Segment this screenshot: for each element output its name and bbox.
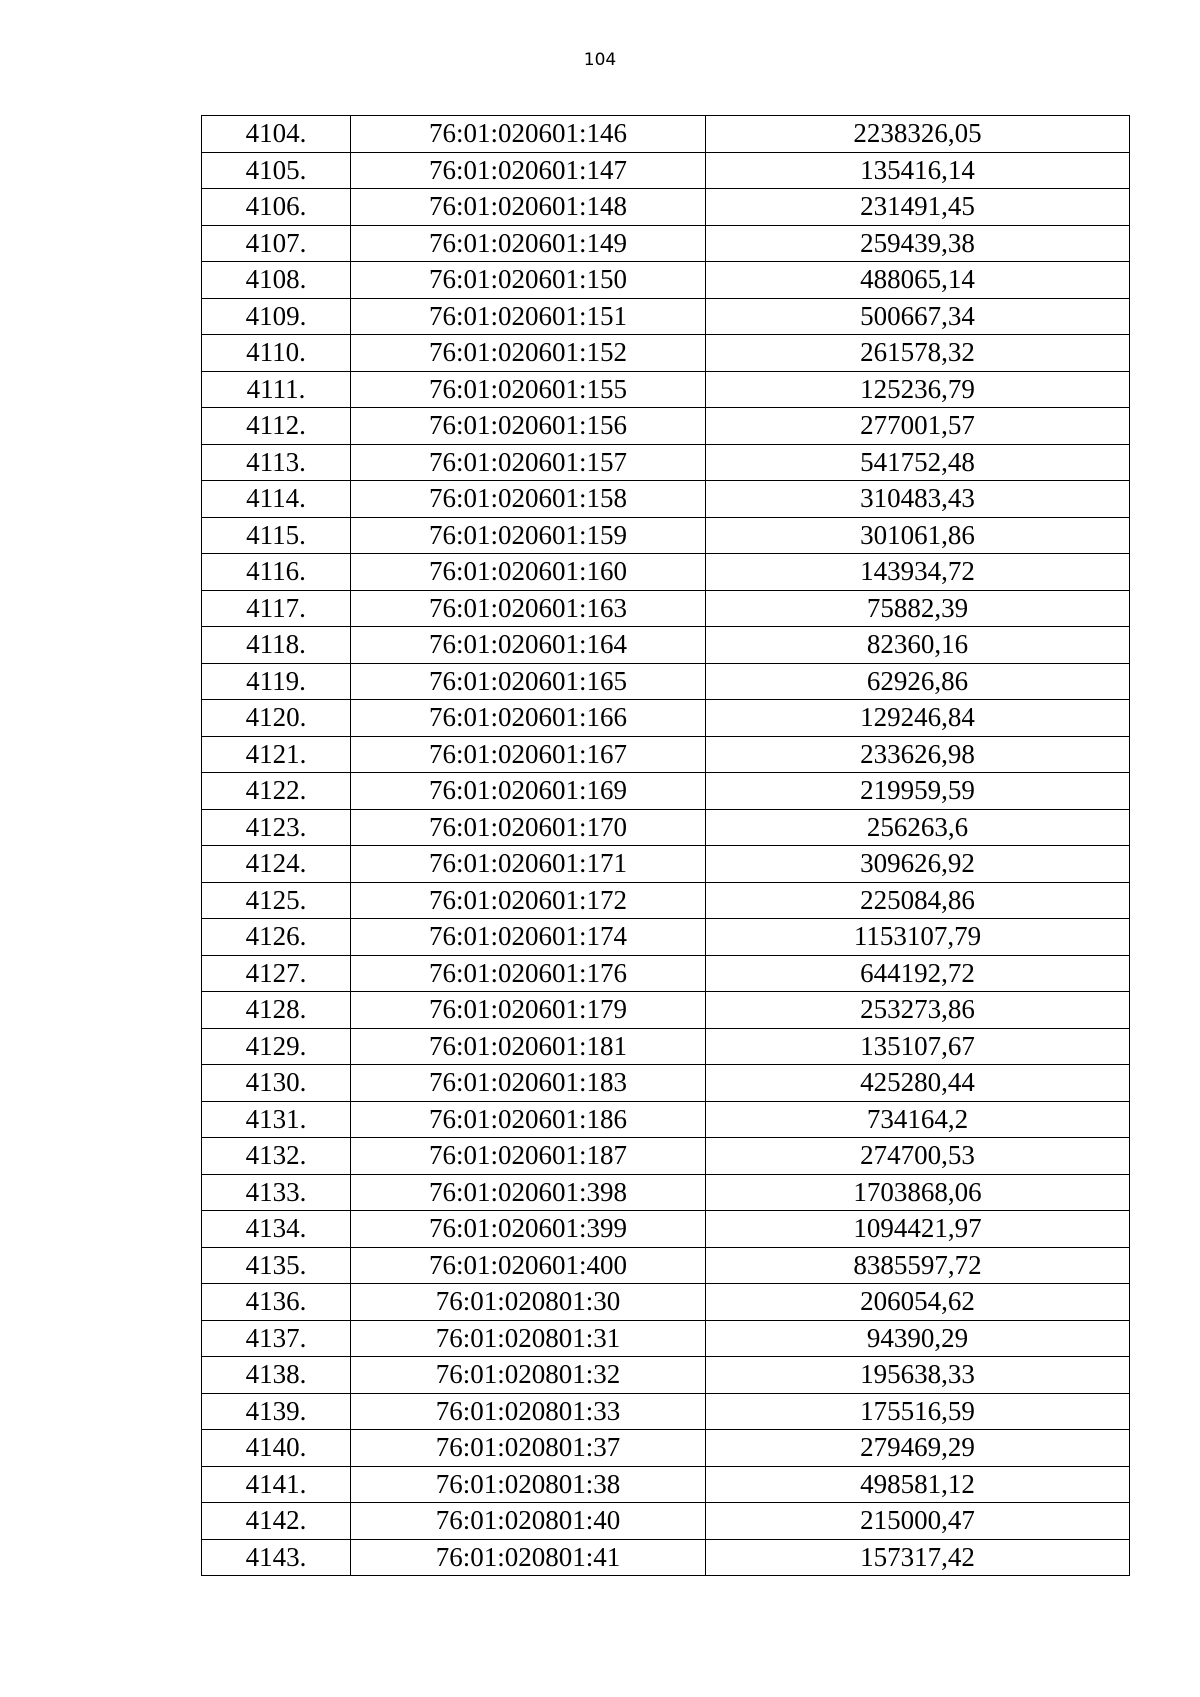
row-number-cell: 4116. — [202, 554, 351, 591]
cadastral-number-cell: 76:01:020801:33 — [351, 1393, 706, 1430]
cadastral-number-cell: 76:01:020801:38 — [351, 1466, 706, 1503]
row-number-cell: 4127. — [202, 955, 351, 992]
table-row — [202, 773, 1130, 810]
row-number-cell: 4139. — [202, 1393, 351, 1430]
value-cell: 500667,34 — [706, 298, 1130, 335]
table-row — [202, 517, 1130, 554]
row-number-cell: 4105. — [202, 152, 351, 189]
cadastral-number-cell: 76:01:020601:146 — [351, 116, 706, 153]
cadastral-number-cell: 76:01:020601:160 — [351, 554, 706, 591]
cadastral-number-cell: 76:01:020601:150 — [351, 262, 706, 299]
value-cell: 157317,42 — [706, 1539, 1130, 1576]
table-row — [202, 189, 1130, 226]
cadastral-number-cell: 76:01:020601:156 — [351, 408, 706, 445]
cadastral-number-cell: 76:01:020801:30 — [351, 1284, 706, 1321]
value-cell: 233626,98 — [706, 736, 1130, 773]
cadastral-number-cell: 76:01:020601:169 — [351, 773, 706, 810]
table-row — [202, 663, 1130, 700]
value-cell: 541752,48 — [706, 444, 1130, 481]
table-row — [202, 1211, 1130, 1248]
value-cell: 1153107,79 — [706, 919, 1130, 956]
row-number-cell: 4111. — [202, 371, 351, 408]
row-number-cell: 4138. — [202, 1357, 351, 1394]
row-number-cell: 4130. — [202, 1065, 351, 1102]
row-number-cell: 4104. — [202, 116, 351, 153]
value-cell: 261578,32 — [706, 335, 1130, 372]
value-cell: 425280,44 — [706, 1065, 1130, 1102]
cadastral-number-cell: 76:01:020601:399 — [351, 1211, 706, 1248]
value-cell: 129246,84 — [706, 700, 1130, 737]
cadastral-number-cell: 76:01:020601:187 — [351, 1138, 706, 1175]
table-row — [202, 1065, 1130, 1102]
cadastral-number-cell: 76:01:020601:174 — [351, 919, 706, 956]
table-row — [202, 1174, 1130, 1211]
table-row — [202, 882, 1130, 919]
row-number-cell: 4112. — [202, 408, 351, 445]
table-row — [202, 262, 1130, 299]
row-number-cell: 4123. — [202, 809, 351, 846]
cadastral-number-cell: 76:01:020601:170 — [351, 809, 706, 846]
value-cell: 644192,72 — [706, 955, 1130, 992]
cadastral-number-cell: 76:01:020601:398 — [351, 1174, 706, 1211]
cadastral-number-cell: 76:01:020801:40 — [351, 1503, 706, 1540]
cadastral-number-cell: 76:01:020601:176 — [351, 955, 706, 992]
row-number-cell: 4132. — [202, 1138, 351, 1175]
row-number-cell: 4140. — [202, 1430, 351, 1467]
table-row — [202, 1466, 1130, 1503]
table-row — [202, 152, 1130, 189]
value-cell: 259439,38 — [706, 225, 1130, 262]
value-cell: 1094421,97 — [706, 1211, 1130, 1248]
cadastral-number-cell: 76:01:020801:41 — [351, 1539, 706, 1576]
table-row — [202, 1101, 1130, 1138]
row-number-cell: 4126. — [202, 919, 351, 956]
value-cell: 279469,29 — [706, 1430, 1130, 1467]
value-cell: 8385597,72 — [706, 1247, 1130, 1284]
table-row — [202, 1430, 1130, 1467]
value-cell: 734164,2 — [706, 1101, 1130, 1138]
value-cell: 82360,16 — [706, 627, 1130, 664]
row-number-cell: 4137. — [202, 1320, 351, 1357]
row-number-cell: 4141. — [202, 1466, 351, 1503]
cadastral-number-cell: 76:01:020601:163 — [351, 590, 706, 627]
cadastral-number-cell: 76:01:020601:158 — [351, 481, 706, 518]
value-cell: 498581,12 — [706, 1466, 1130, 1503]
table-row — [202, 1028, 1130, 1065]
table-row — [202, 225, 1130, 262]
value-cell: 2238326,05 — [706, 116, 1130, 153]
value-cell: 488065,14 — [706, 262, 1130, 299]
value-cell: 256263,6 — [706, 809, 1130, 846]
cadastral-number-cell: 76:01:020801:31 — [351, 1320, 706, 1357]
table-row — [202, 627, 1130, 664]
table-row — [202, 481, 1130, 518]
row-number-cell: 4136. — [202, 1284, 351, 1321]
cadastral-number-cell: 76:01:020601:181 — [351, 1028, 706, 1065]
value-cell: 253273,86 — [706, 992, 1130, 1029]
value-cell: 1703868,06 — [706, 1174, 1130, 1211]
value-cell: 135107,67 — [706, 1028, 1130, 1065]
table-row — [202, 335, 1130, 372]
table-row — [202, 1284, 1130, 1321]
cadastral-number-cell: 76:01:020601:186 — [351, 1101, 706, 1138]
cadastral-value-table — [201, 115, 1130, 1576]
value-cell: 310483,43 — [706, 481, 1130, 518]
row-number-cell: 4122. — [202, 773, 351, 810]
table-row — [202, 1539, 1130, 1576]
value-cell: 225084,86 — [706, 882, 1130, 919]
table-row — [202, 1393, 1130, 1430]
value-cell: 206054,62 — [706, 1284, 1130, 1321]
value-cell: 62926,86 — [706, 663, 1130, 700]
table-row — [202, 408, 1130, 445]
table-row — [202, 1320, 1130, 1357]
cadastral-number-cell: 76:01:020601:171 — [351, 846, 706, 883]
cadastral-number-cell: 76:01:020601:147 — [351, 152, 706, 189]
row-number-cell: 4121. — [202, 736, 351, 773]
row-number-cell: 4120. — [202, 700, 351, 737]
row-number-cell: 4135. — [202, 1247, 351, 1284]
value-cell: 135416,14 — [706, 152, 1130, 189]
table-row — [202, 846, 1130, 883]
row-number-cell: 4131. — [202, 1101, 351, 1138]
row-number-cell: 4108. — [202, 262, 351, 299]
value-cell: 143934,72 — [706, 554, 1130, 591]
row-number-cell: 4129. — [202, 1028, 351, 1065]
value-cell: 219959,59 — [706, 773, 1130, 810]
row-number-cell: 4117. — [202, 590, 351, 627]
table-row — [202, 736, 1130, 773]
row-number-cell: 4119. — [202, 663, 351, 700]
row-number-cell: 4110. — [202, 335, 351, 372]
row-number-cell: 4143. — [202, 1539, 351, 1576]
row-number-cell: 4134. — [202, 1211, 351, 1248]
row-number-cell: 4106. — [202, 189, 351, 226]
table-body — [202, 116, 1130, 1576]
row-number-cell: 4107. — [202, 225, 351, 262]
value-cell: 75882,39 — [706, 590, 1130, 627]
row-number-cell: 4128. — [202, 992, 351, 1029]
table-row — [202, 1247, 1130, 1284]
cadastral-number-cell: 76:01:020601:166 — [351, 700, 706, 737]
cadastral-number-cell: 76:01:020801:32 — [351, 1357, 706, 1394]
table-row — [202, 992, 1130, 1029]
row-number-cell: 4133. — [202, 1174, 351, 1211]
value-cell: 274700,53 — [706, 1138, 1130, 1175]
row-number-cell: 4114. — [202, 481, 351, 518]
value-cell: 195638,33 — [706, 1357, 1130, 1394]
table-row — [202, 1138, 1130, 1175]
row-number-cell: 4115. — [202, 517, 351, 554]
table-row — [202, 371, 1130, 408]
value-cell: 277001,57 — [706, 408, 1130, 445]
cadastral-number-cell: 76:01:020601:183 — [351, 1065, 706, 1102]
cadastral-number-cell: 76:01:020601:151 — [351, 298, 706, 335]
value-cell: 309626,92 — [706, 846, 1130, 883]
cadastral-number-cell: 76:01:020601:159 — [351, 517, 706, 554]
value-cell: 175516,59 — [706, 1393, 1130, 1430]
row-number-cell: 4113. — [202, 444, 351, 481]
table-row — [202, 298, 1130, 335]
table-row — [202, 1357, 1130, 1394]
cadastral-number-cell: 76:01:020601:152 — [351, 335, 706, 372]
value-cell: 231491,45 — [706, 189, 1130, 226]
table-row — [202, 955, 1130, 992]
row-number-cell: 4124. — [202, 846, 351, 883]
cadastral-number-cell: 76:01:020601:179 — [351, 992, 706, 1029]
table-row — [202, 444, 1130, 481]
table-row — [202, 1503, 1130, 1540]
cadastral-number-cell: 76:01:020601:165 — [351, 663, 706, 700]
row-number-cell: 4142. — [202, 1503, 351, 1540]
table-row — [202, 554, 1130, 591]
row-number-cell: 4109. — [202, 298, 351, 335]
row-number-cell: 4125. — [202, 882, 351, 919]
cadastral-number-cell: 76:01:020601:167 — [351, 736, 706, 773]
cadastral-number-cell: 76:01:020601:148 — [351, 189, 706, 226]
cadastral-number-cell: 76:01:020601:400 — [351, 1247, 706, 1284]
value-cell: 94390,29 — [706, 1320, 1130, 1357]
cadastral-number-cell: 76:01:020601:155 — [351, 371, 706, 408]
page-number: 104 — [583, 50, 617, 70]
table-row — [202, 116, 1130, 153]
value-cell: 215000,47 — [706, 1503, 1130, 1540]
cadastral-number-cell: 76:01:020801:37 — [351, 1430, 706, 1467]
table-row — [202, 590, 1130, 627]
table-row — [202, 700, 1130, 737]
cadastral-number-cell: 76:01:020601:172 — [351, 882, 706, 919]
row-number-cell: 4118. — [202, 627, 351, 664]
cadastral-number-cell: 76:01:020601:164 — [351, 627, 706, 664]
value-cell: 301061,86 — [706, 517, 1130, 554]
cadastral-number-cell: 76:01:020601:149 — [351, 225, 706, 262]
table-row — [202, 919, 1130, 956]
cadastral-number-cell: 76:01:020601:157 — [351, 444, 706, 481]
value-cell: 125236,79 — [706, 371, 1130, 408]
table-row — [202, 809, 1130, 846]
